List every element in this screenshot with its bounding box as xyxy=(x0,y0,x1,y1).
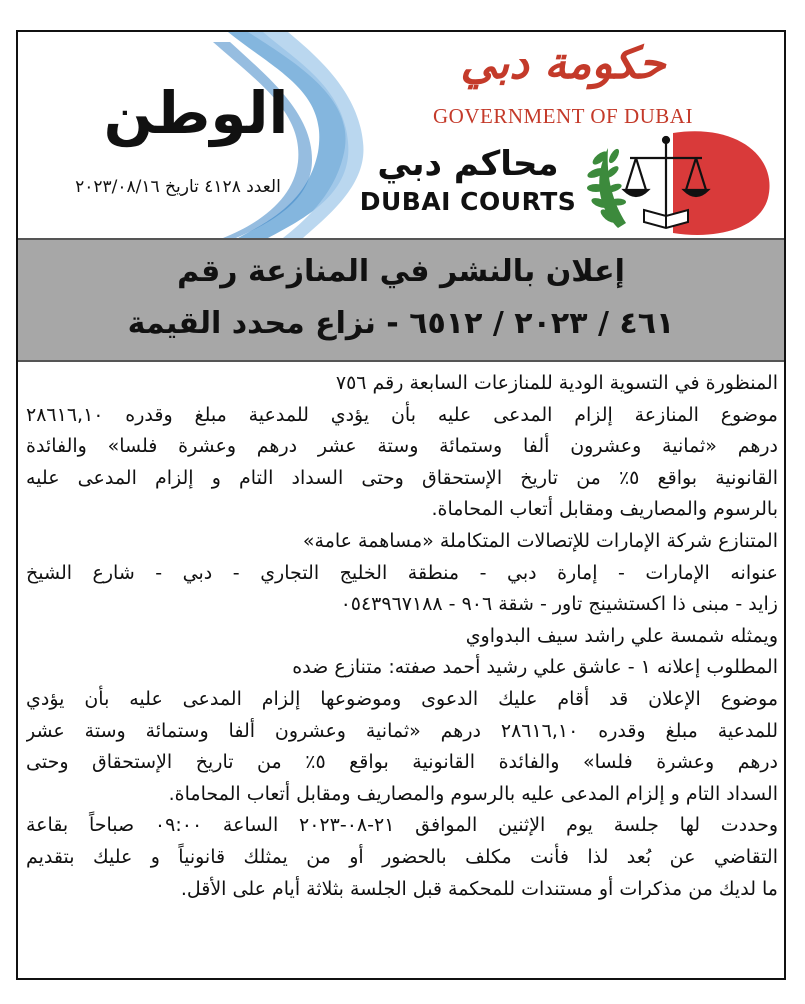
header xyxy=(18,32,784,238)
title-line-2: ٤٦١ / ٢٠٢٣ / ٦٥١٢ - نزاع محدد القيمة xyxy=(127,306,675,341)
announcement-frame xyxy=(16,30,786,980)
title-band xyxy=(18,238,784,362)
newspaper-name: الوطن xyxy=(103,79,289,147)
body-line: ويمثله شمسة علي راشد سيف البدواوي xyxy=(465,624,778,647)
issue-info: العدد ٤١٢٨ تاريخ ٢٠٢٣/٠٨/١٦ xyxy=(75,177,281,197)
body-line: للمدعية مبلغ وقدره ٢٨٦١٦,١٠ درهم «ثمانية وعشرون ألفا وستمائة وستة عشر xyxy=(26,719,778,742)
body-line: عنوانه الإمارات - إمارة دبي - منطقة الخليج التجاري - دبي - شارع الشيخ xyxy=(26,561,778,584)
body-line: زايد - مبنى ذا اكستشينج تاور - شقة ٩٠٦ - ٠٥٤٣٩٦٧١٨٨ xyxy=(340,593,778,616)
body-line: درهم وعشرة فلسا» والفائدة القانونية بواقع ٥٪ من تاريخ الإستحقاق وحتى xyxy=(26,751,778,774)
body-line: وحددت لها جلسة يوم الإثنين الموافق ٢١-٠٨-٢٠٢٣ الساعة ٠٩:٠٠ صباحاً بقاعة xyxy=(26,814,778,837)
body-line: التقاضي عن بُعد لذا فأنت مكلف بالحضور أو من يمثلك قانونياً و عليك بتقديم xyxy=(26,845,778,868)
body-line: السداد التام و إلزام المدعى عليه بالرسوم والمصاريف ومقابل أتعاب المحاماة. xyxy=(168,782,778,805)
courts-logo-english: DUBAI COURTS xyxy=(359,187,577,216)
body-line: المنظورة في التسوية الودية للمنازعات السابعة رقم ٧٥٦ xyxy=(335,372,778,394)
scales-of-justice-icon xyxy=(578,128,778,238)
body-line: المتنازع شركة الإمارات للإتصالات المتكاملة «مساهمة عامة» xyxy=(302,529,778,552)
body-line: القانونية بواقع ٥٪ من تاريخ الإستحقاق وحتى السداد التام و إلزام المدعى عليه xyxy=(26,466,778,489)
body-line: المطلوب إعلانه ١ - عاشق علي رشيد أحمد صفته: متنازع ضده xyxy=(292,656,778,679)
body-line: موضوع الإعلان قد أقام عليك الدعوى وموضوعها إلزام المدعى عليه بأن يؤدي xyxy=(26,687,778,710)
body-line: درهم «ثمانية وعشرون ألفا وستمائة وستة عشر درهم وعشرة فلسا» والفائدة xyxy=(26,435,778,458)
body-line: بالرسوم والمصاريف ومقابل أتعاب المحاماة. xyxy=(431,498,778,521)
title-line-1: إعلان بالنشر في المنازعة رقم xyxy=(177,254,625,289)
courts-logo-arabic: محاكم دبي xyxy=(377,144,559,184)
government-logo-arabic: حكومة دبي xyxy=(460,38,666,89)
body-line: ما لديك من مذكرات أو مستندات للمحكمة قبل الجلسة بثلاثة أيام على الأقل. xyxy=(180,877,778,900)
palm-branch-icon xyxy=(586,147,626,228)
government-logo-english: GOVERNMENT OF DUBAI xyxy=(433,104,693,128)
body-line: موضوع المنازعة إلزام المدعى عليه بأن يؤدي للمدعية مبلغ وقدره ٢٨٦١٦,١٠ xyxy=(26,403,778,426)
announcement-body xyxy=(26,368,778,905)
